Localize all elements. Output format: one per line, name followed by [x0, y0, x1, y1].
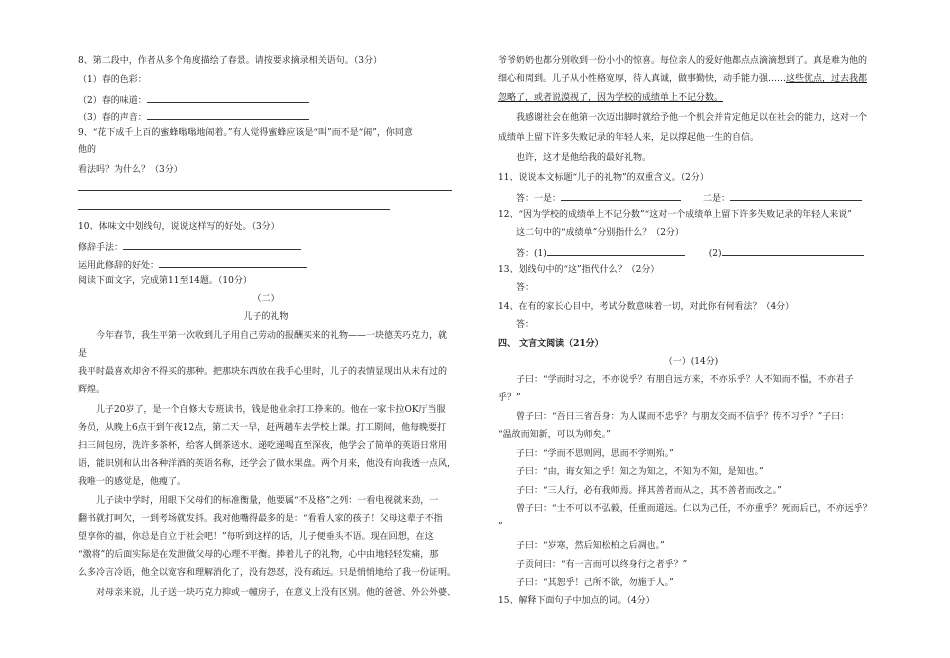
- article-line: 辉煌。: [78, 385, 106, 395]
- reading-intro: 阅读下面文字，完成第11至14题。（10分）: [78, 276, 252, 286]
- article-title: 儿子的礼物: [243, 312, 289, 322]
- q11-answer: 答：一是： 二是：: [516, 191, 862, 205]
- q12-sub: 这二句中的“成绩单”分别指什么？（2分）: [516, 228, 684, 238]
- classic-line: 子曰：“学而时习之，不亦说乎？有朋自远方来，不亦乐乎？人不知而不愠，不亦君子: [516, 375, 854, 385]
- classic-line: 子贡问曰：“有一言而可以终身行之者乎？”: [516, 560, 688, 570]
- article-line: 成绩单上留下许多失败记录的年轻人来，足以撑起他一生的自信。: [498, 133, 760, 143]
- underlined-sentence: 这些优点，过去我都: [786, 74, 868, 84]
- answer-blank[interactable]: [159, 258, 307, 268]
- classic-line: 子曰：“学而不思则罔，思而不学则殆。”: [516, 449, 674, 459]
- q10-b: 运用此修辞的好处：: [78, 258, 307, 272]
- article-line: 儿子20岁了，是一个自修大专班读书，钱是他业余打工挣来的。他在一家卡拉OK厅当服: [96, 405, 446, 415]
- article-line: 是: [78, 349, 88, 359]
- q11-stem: 11、说说本文标题“儿子的礼物”的双重含义。（2分）: [498, 173, 709, 183]
- classic-line: 子曰：“岁寒，然后知松柏之后凋也。”: [516, 541, 665, 551]
- article-line: 望享你的福，你总是自立于社会吧！”每听到这样的话，儿子便垂头不语。现在回想，在这: [78, 532, 434, 542]
- article-line: 翻书就打呵欠，一到考场就发抖。我对他嘴得最多的是：“看看人家的孩子！父母这辈子不指: [78, 514, 443, 524]
- classic-line: “温故而知新，可以为师矣。”: [498, 430, 611, 440]
- article-line: 细心和周到。儿子从小性格宽厚，待人真诚，做事勤快，动手能力强……这些优点，过去我都: [498, 74, 868, 84]
- answer-blank[interactable]: [147, 110, 309, 120]
- q9-line3: 看法吗？为什么？（3分）: [78, 165, 183, 175]
- article-line: 爷爷奶奶也都分别收到一份小小的惊喜。每位亲人的爱好他都点点滴滴想到了。真是难为他的: [498, 56, 868, 66]
- answer-blank[interactable]: [722, 246, 864, 256]
- q15-stem: 15、解释下面句子中加点的词。（4分）: [498, 596, 655, 606]
- section-number: （二）: [252, 294, 280, 304]
- answer-blank[interactable]: [123, 240, 301, 250]
- q13-answer: 答：: [516, 283, 535, 293]
- q10-stem: 10、体味文中划线句，说说这样写的好处。（3分）: [78, 222, 280, 232]
- classic-line: ”: [498, 522, 503, 532]
- article-line: 么多冷言冷语，他全以宽容和理解消化了，没有怨怼，没有疏远。只是悄悄地给了我一份证明。: [78, 568, 457, 578]
- answer-blank[interactable]: [561, 191, 681, 201]
- article-line: 语，能识别和认出各种洋酒的英语名称，还学会了做水果盘。两个月来，他没有向我透一点风，: [78, 459, 457, 469]
- part-heading: （一）(14分): [663, 357, 719, 367]
- article-line: 扫三间包房，洗许多茶杯，给客人倒茶送水、递吃递喝直至深夜，他学会了简单的英语日常用: [78, 441, 448, 451]
- article-line: 务员，从晚上6点干到午夜12点，第二天一早，赶两趟车去学校上课。打工期间，他每晚要打: [78, 423, 447, 433]
- answer-line[interactable]: [78, 209, 390, 210]
- q13-stem: 13、划线句中的“这”指代什么？（2分）: [498, 265, 660, 275]
- q8-stem: 8、第二段中，作者从多个角度描绘了春景。请按要求摘录相关语句。（3分）: [78, 56, 382, 66]
- classic-line: 子曰：“由，诲女知之乎！知之为知之，不知为不知，是知也。”: [516, 467, 764, 477]
- q10-a: 修辞手法：: [78, 240, 301, 254]
- q8-b: （2）春的味道：: [78, 93, 309, 107]
- answer-blank[interactable]: [730, 191, 862, 201]
- classic-line: 曾子曰：“士不可以不弘毅，任重而道远。仁以为己任，不亦重乎？死而后已，不亦远乎？: [516, 504, 872, 514]
- article-line: 今年春节，我生平第一次收到儿子用自己劳动的报酬买来的礼物——一块德芙巧克力，就: [96, 331, 448, 341]
- q8-c: （3）春的声音：: [78, 110, 309, 124]
- q12-answer: 答：(1) (2): [516, 246, 864, 260]
- q12-stem: 12、“因为学校的成绩单上不记分数”“这对一个成绩单上留下许多失败记录的年轻人来说”: [498, 210, 852, 220]
- q14-stem: 14、在有的家长心目中，考试分数意味着一切，对此你有何看法？（4分）: [498, 302, 795, 312]
- section-heading: 四、 文言文阅读（21分）: [498, 339, 604, 349]
- article-line: 我感谢社会在他第一次迈出脚时就给予他一个机会并肯定他足以在社会的能力，这对一个: [516, 113, 868, 123]
- article-line: “激将”的后面实际是在发泄做父母的心理不平衡。捧着儿子的礼物，心中由地轻轻发痛，那: [78, 550, 439, 560]
- q9-line1: 9、“花下成千上百的蜜蜂嗡嗡地闹着。”有人觉得蜜蜂应该是“叫”而不是“闹”，你同意: [78, 128, 413, 138]
- answer-line[interactable]: [78, 190, 452, 191]
- classic-line: 子曰：“三人行，必有我师焉。择其善者而从之，其不善者而改之。”: [516, 486, 782, 496]
- underlined-sentence: 忽略了，或者说漠视了，因为学校的成绩单上不记分数。: [498, 93, 724, 103]
- q9-line2: 他的: [78, 145, 97, 155]
- q8-a: （1）春的色彩：: [78, 75, 147, 85]
- q14-answer: 答：: [516, 320, 535, 330]
- article-line: 我平时最喜欢却舍不得买的那种。把那块东西放在我手心里时，儿子的表情显现出从未有过的: [78, 367, 448, 377]
- article-line: 儿子读中学时，用眼下父母们的标准衡量，他要属“不及格”之列：一看电视就来劲，一: [96, 496, 439, 506]
- answer-blank[interactable]: [547, 246, 685, 256]
- article-line: 也许，这才是他给我的最好礼物。: [516, 153, 652, 163]
- classic-line: 子曰：“其恕乎！己所不欲，勿施于人。”: [516, 578, 674, 588]
- article-line: 对母亲来说，儿子送一块巧克力抑或一幢房子，在意义上没有区别。他的爸爸、外公外婆、: [96, 588, 457, 598]
- answer-blank[interactable]: [147, 93, 309, 103]
- classic-line: 曾子曰：“吾日三省吾身：为人谋而不忠乎？与朋友交而不信乎？传不习乎？”子曰：: [516, 412, 850, 422]
- article-line: 我唯一的感觉是，他瘦了。: [78, 477, 187, 487]
- classic-line: 乎？”: [498, 393, 521, 403]
